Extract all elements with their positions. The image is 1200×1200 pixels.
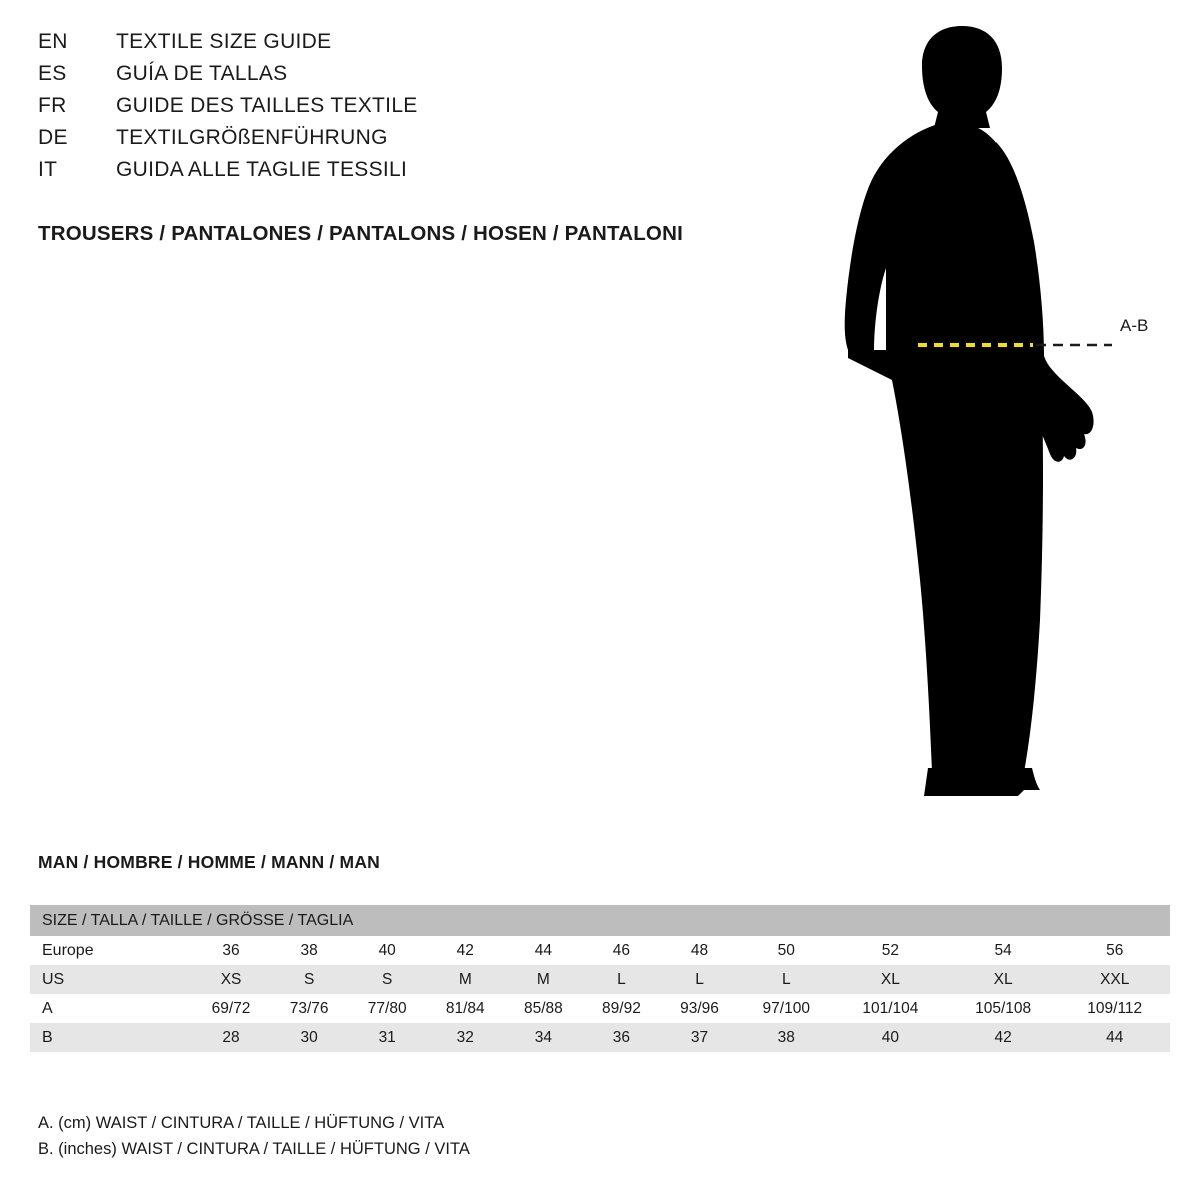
cell: 36: [192, 936, 270, 965]
language-row: [38, 94, 798, 126]
language-text: GUIDA ALLE TAGLIE TESSILI: [116, 158, 408, 181]
row-label: US: [30, 965, 192, 994]
cell: 37: [660, 1023, 738, 1052]
cell: XL: [834, 965, 947, 994]
language-text: GUIDE DES TAILLES TEXTILE: [116, 94, 418, 117]
cell: 32: [426, 1023, 504, 1052]
cell: 77/80: [348, 994, 426, 1023]
cell: 38: [270, 936, 348, 965]
cell: 40: [834, 1023, 947, 1052]
row-label: B: [30, 1023, 192, 1052]
footnote-list: [38, 1110, 470, 1162]
silhouette-svg: [800, 20, 1200, 810]
cell: 69/72: [192, 994, 270, 1023]
table-row: [30, 994, 1170, 1023]
cell: L: [660, 965, 738, 994]
cell: 52: [834, 936, 947, 965]
language-row: [38, 30, 798, 62]
male-silhouette-figure: [800, 20, 1200, 810]
language-row: [38, 126, 798, 158]
section-title-man: MAN / HOMBRE / HOMME / MANN / MAN: [38, 852, 380, 872]
language-text: GUÍA DE TALLAS: [116, 62, 288, 85]
cell: 85/88: [504, 994, 582, 1023]
measure-label-ab: A-B: [1120, 316, 1149, 335]
cell: 93/96: [660, 994, 738, 1023]
cell: 31: [348, 1023, 426, 1052]
language-code: ES: [38, 62, 67, 85]
cell: M: [426, 965, 504, 994]
cell: L: [582, 965, 660, 994]
cell: XXL: [1059, 965, 1170, 994]
cell: 28: [192, 1023, 270, 1052]
table-row: [30, 936, 1170, 965]
cell: L: [739, 965, 834, 994]
language-code: EN: [38, 30, 68, 53]
language-row: [38, 62, 798, 94]
cell: 50: [739, 936, 834, 965]
table-header-row: [30, 905, 1170, 936]
language-code: DE: [38, 126, 68, 149]
cell: 42: [426, 936, 504, 965]
cell: M: [504, 965, 582, 994]
cell: 40: [348, 936, 426, 965]
cell: S: [270, 965, 348, 994]
language-list: [38, 30, 798, 190]
cell: 30: [270, 1023, 348, 1052]
cell: 42: [947, 1023, 1060, 1052]
cell: 56: [1059, 936, 1170, 965]
cell: 73/76: [270, 994, 348, 1023]
table-row: [30, 965, 1170, 994]
cell: XS: [192, 965, 270, 994]
cell: S: [348, 965, 426, 994]
cell: 46: [582, 936, 660, 965]
language-code: IT: [38, 158, 58, 181]
table-row: [30, 1023, 1170, 1052]
cell: 109/112: [1059, 994, 1170, 1023]
garment-title: TROUSERS / PANTALONES / PANTALONS / HOSEN / PANTALONI: [38, 222, 683, 245]
size-table-wrapper: [30, 905, 1170, 1052]
cell: 44: [1059, 1023, 1170, 1052]
language-text: TEXTILGRÖßENFÜHRUNG: [116, 126, 388, 149]
row-label: A: [30, 994, 192, 1023]
row-label: Europe: [30, 936, 192, 965]
footnote-a: A. (cm) WAIST / CINTURA / TAILLE / HÜFTUNG / VITA: [38, 1114, 445, 1132]
cell: 89/92: [582, 994, 660, 1023]
language-text: TEXTILE SIZE GUIDE: [116, 30, 332, 53]
language-code: FR: [38, 94, 67, 117]
cell: 34: [504, 1023, 582, 1052]
cell: 97/100: [739, 994, 834, 1023]
footnote-b: B. (inches) WAIST / CINTURA / TAILLE / HÜFTUNG / VITA: [38, 1140, 470, 1158]
cell: 101/104: [834, 994, 947, 1023]
cell: 81/84: [426, 994, 504, 1023]
cell: 44: [504, 936, 582, 965]
cell: 36: [582, 1023, 660, 1052]
table-header-label: SIZE / TALLA / TAILLE / GRÖSSE / TAGLIA: [30, 905, 1170, 936]
cell: 105/108: [947, 994, 1060, 1023]
language-row: [38, 158, 798, 190]
cell: 38: [739, 1023, 834, 1052]
size-table: [30, 905, 1170, 1052]
cell: 54: [947, 936, 1060, 965]
cell: 48: [660, 936, 738, 965]
cell: XL: [947, 965, 1060, 994]
